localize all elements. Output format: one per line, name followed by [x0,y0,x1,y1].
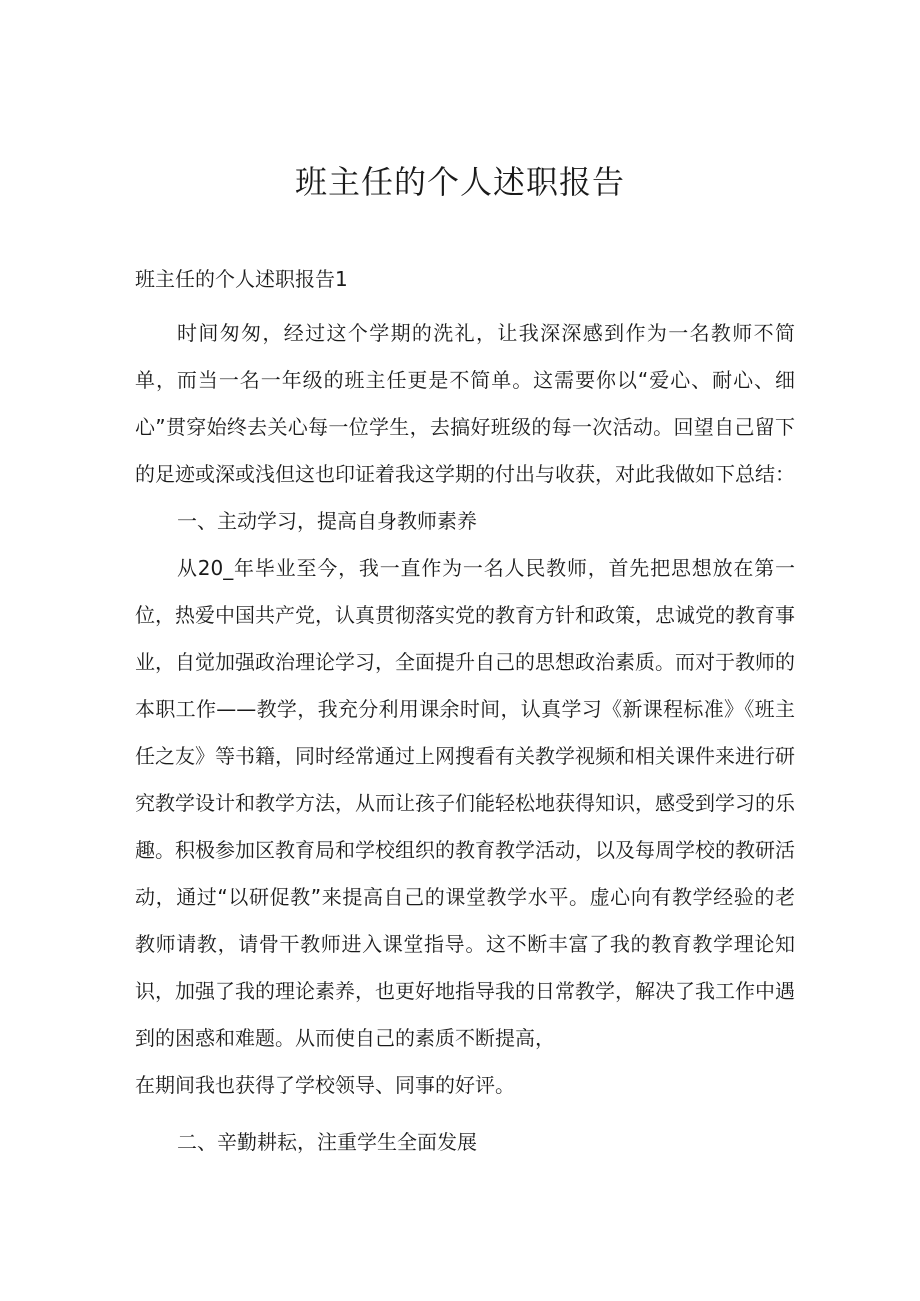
section-1-body: 从20_年毕业至今，我一直作为一名人民教师，首先把思想放在第一位，热爱中国共产党，认真贯彻落实党的教育方针和政策，忠诚党的教育事业，自觉加强政治理论学习，全面提升自己的思想政治素质。而对于教师的本职工作——教学，我充分利用课余时间，认真学习《新课程标准》《班主任之友》等书籍，同时经常通过上网搜看有关教学视频和相关课件来进行研究教学设计和教学方法，从而让孩子们能轻松地获得知识，感受到学习的乐趣。积极参加区教育局和学校组织的教育教学活动，以及每周学校的教研活动，通过“以研促教”来提高自己的课堂教学水平。虚心向有教学经验的老教师请教，请骨干教师进入课堂指导。这不断丰富了我的教育教学理论知识，加强了我的理论素养，也更好地指导我的日常教学，解决了我工作中遇到的困惑和难题。从而使自己的素质不断提高， [135,556,795,1050]
section-1-heading: 一、主动学习，提高自身教师素养 [177,509,477,533]
section-2-heading: 二、辛勤耕耘，注重学生全面发展 [177,1130,477,1154]
document-body [135,310,795,1166]
section-1-tail: 在期间我也获得了学校领导、同事的好评。 [135,1073,515,1097]
intro-paragraph: 时间匆匆，经过这个学期的洗礼，让我深深感到作为一名教师不简单，而当一名一年级的班主任更是不简单。这需要你以“爱心、耐心、细心”贯穿始终去关心每一位学生，去搞好班级的每一次活动。回望自己留下的足迹或深或浅但这也印证着我这学期的付出与收获，对此我做如下总结： [135,321,795,486]
report-subtitle: 班主任的个人述职报告1 [135,267,348,291]
document-title: 班主任的个人述职报告 [294,163,625,201]
paragraph-gap [135,1109,795,1119]
